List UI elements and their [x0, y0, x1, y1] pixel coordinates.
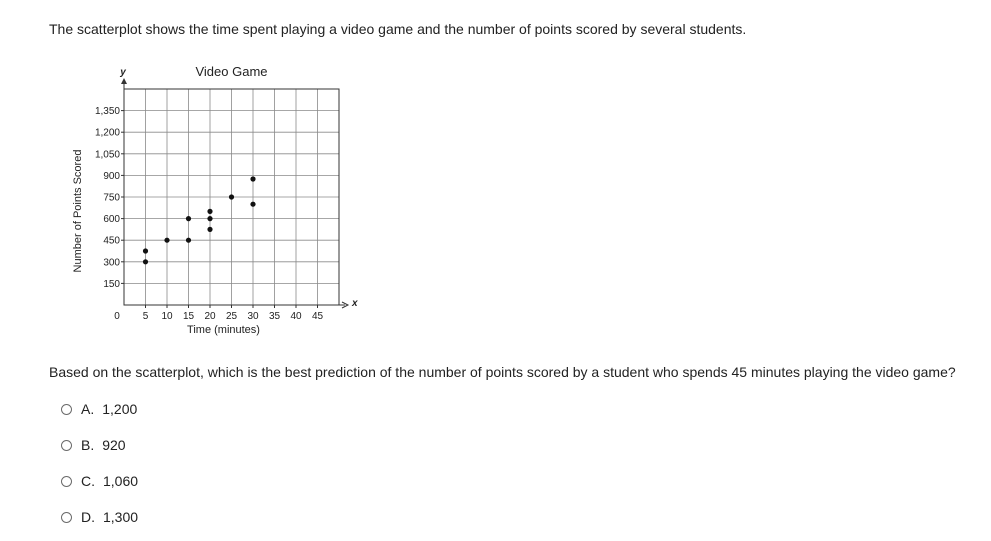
- y-tick-label: 600: [103, 214, 120, 226]
- chart-title: Video Game: [195, 64, 268, 79]
- origin-label: 0: [114, 311, 120, 322]
- x-tick-label: 20: [204, 311, 216, 322]
- choice-letter: B.: [81, 437, 95, 453]
- x-tick-label: 15: [182, 311, 195, 322]
- question-text: Based on the scatterplot, which is the best prediction of the number of points scored by a student who spends 45 minutes playing the video game?: [49, 364, 956, 380]
- x-tick-label: 45: [311, 311, 324, 322]
- y-axis-arrow-icon: [121, 78, 127, 84]
- data-point: [207, 216, 212, 221]
- choice-a[interactable]: [61, 398, 137, 420]
- y-tick-label: 1,050: [94, 149, 120, 161]
- choice-letter: A.: [81, 401, 95, 417]
- data-point: [207, 209, 212, 214]
- y-tick-label: 750: [103, 192, 120, 204]
- choice-letter: D.: [81, 509, 95, 525]
- y-tick-label: 1,200: [94, 127, 120, 139]
- radio-button-icon[interactable]: [61, 404, 72, 415]
- x-tick-label: 35: [268, 311, 281, 322]
- y-tick-label: 150: [103, 278, 120, 290]
- x-axis-title: Time (minutes): [187, 324, 260, 336]
- data-point: [229, 194, 234, 199]
- data-point: [143, 259, 148, 264]
- choice-value: 1,200: [102, 401, 138, 417]
- data-point: [164, 238, 169, 243]
- radio-button-icon[interactable]: [61, 440, 72, 451]
- data-point: [250, 202, 255, 207]
- y-tick-label: 300: [103, 257, 120, 269]
- x-tick-label: 10: [161, 311, 173, 322]
- choice-value: 1,060: [103, 473, 139, 489]
- y-tick-label: 1,350: [94, 106, 120, 118]
- choice-b[interactable]: [61, 434, 126, 456]
- scatterplot-svg: [60, 58, 360, 343]
- choice-letter: C.: [81, 473, 95, 489]
- choice-value: 1,300: [103, 509, 139, 525]
- x-axis-letter: x: [352, 298, 358, 309]
- data-point: [143, 248, 148, 253]
- data-point: [207, 227, 212, 232]
- x-tick-label: 5: [142, 311, 149, 322]
- intro-text: The scatterplot shows the time spent playing a video game and the number of points scored by several students.: [49, 21, 747, 37]
- y-tick-label: 900: [103, 170, 120, 182]
- scatterplot-chart: [60, 58, 360, 343]
- data-point: [186, 216, 191, 221]
- data-point: [250, 176, 255, 181]
- x-tick-label: 30: [247, 311, 259, 322]
- y-tick-label: 450: [103, 235, 120, 247]
- choice-value: 920: [102, 437, 126, 453]
- choice-d[interactable]: [61, 506, 138, 528]
- y-axis-title: Number of Points Scored: [72, 149, 84, 273]
- radio-button-icon[interactable]: [61, 476, 72, 487]
- choice-c[interactable]: [61, 470, 138, 492]
- x-tick-label: 25: [225, 311, 238, 322]
- data-point: [186, 238, 191, 243]
- y-axis-letter: y: [120, 67, 126, 78]
- radio-button-icon[interactable]: [61, 512, 72, 523]
- x-tick-label: 40: [290, 311, 302, 322]
